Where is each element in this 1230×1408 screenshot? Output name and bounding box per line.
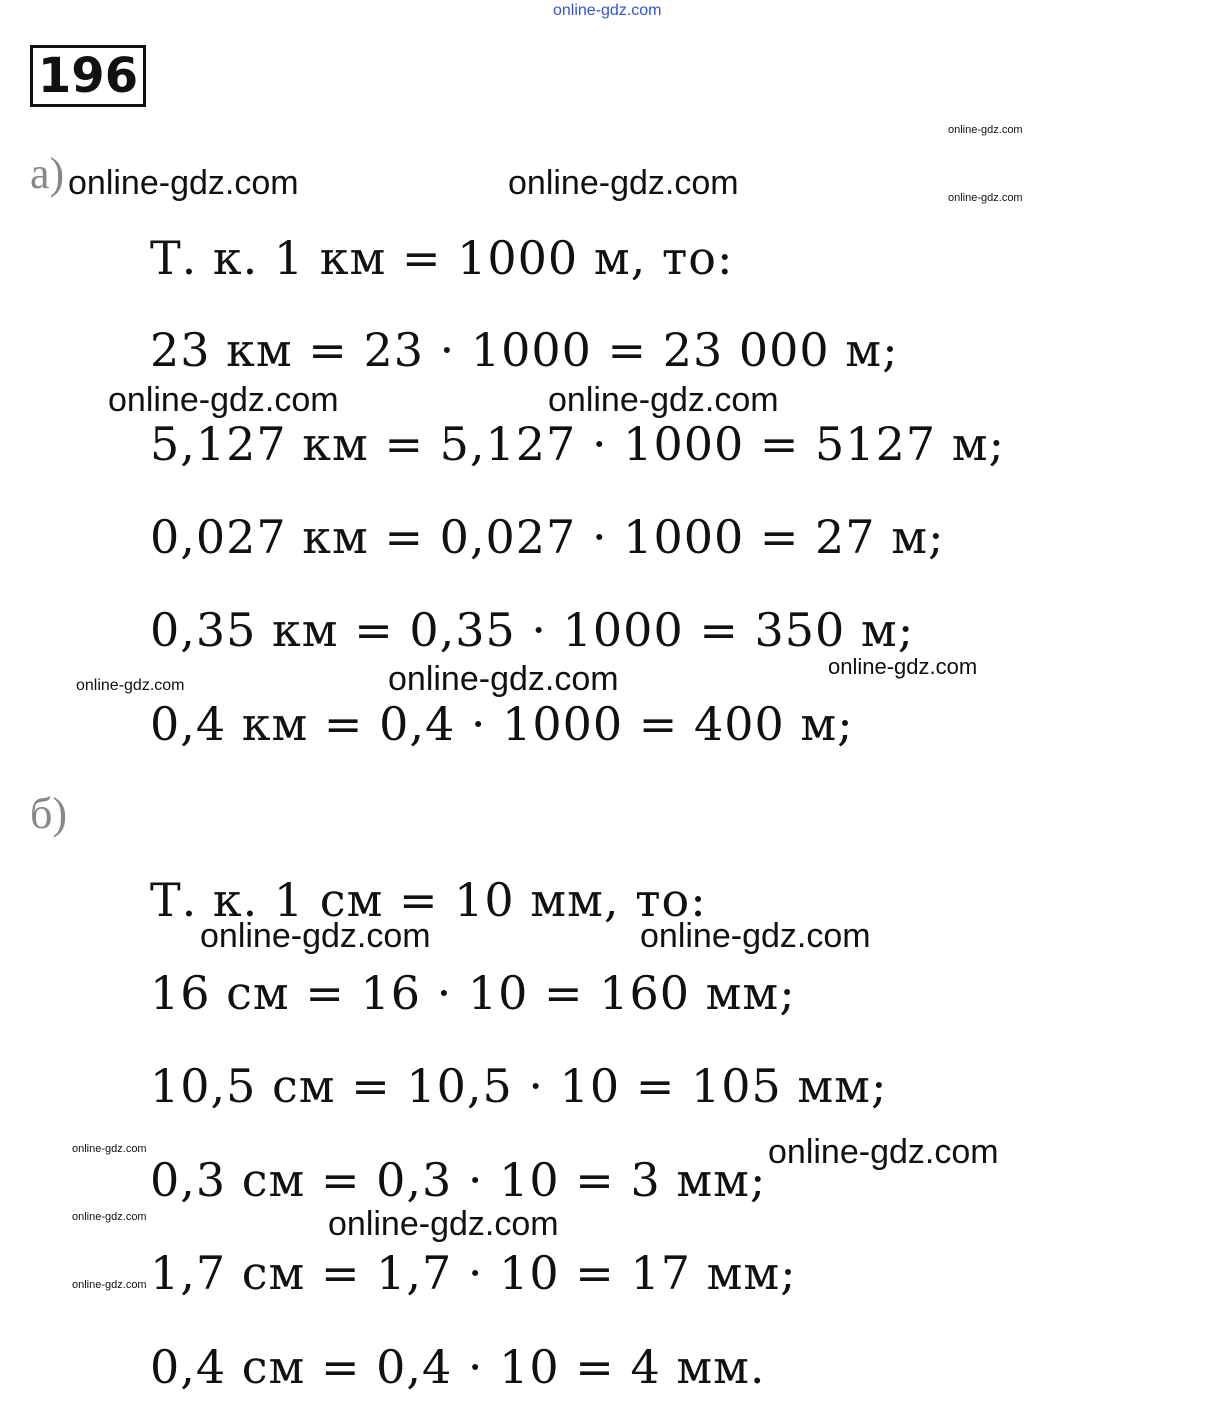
watermark: online-gdz.com [68,164,299,202]
watermark: online-gdz.com [108,381,339,419]
watermark: online-gdz.com [508,164,739,202]
part-b-label: б) [30,789,68,838]
watermark: online-gdz.com [553,2,662,19]
part-a-line: 23 км = 23 · 1000 = 23 000 м; [150,323,899,377]
part-a-intro: Т. к. 1 км = 1000 м, то: [150,231,734,285]
part-a-line: 0,027 км = 0,027 · 1000 = 27 м; [150,510,945,564]
part-b-line: 1,7 см = 1,7 · 10 = 17 мм; [150,1246,797,1300]
part-a-line: 0,4 км = 0,4 · 1000 = 400 м; [150,697,854,751]
watermark: online-gdz.com [388,660,619,698]
watermark: online-gdz.com [72,1211,147,1223]
part-a-line: 5,127 км = 5,127 · 1000 = 5127 м; [150,417,1006,471]
watermark: online-gdz.com [76,677,185,694]
watermark: online-gdz.com [948,124,1023,136]
watermark: online-gdz.com [948,192,1023,204]
part-b-line: 0,4 см = 0,4 · 10 = 4 мм. [150,1340,766,1394]
part-a-label: а) [30,149,65,198]
watermark: online-gdz.com [828,654,978,679]
part-b-line: 0,3 см = 0,3 · 10 = 3 мм; [150,1153,767,1207]
watermark: online-gdz.com [200,917,431,955]
watermark: online-gdz.com [640,917,871,955]
watermark: online-gdz.com [72,1279,147,1291]
problem-number: 196 [30,45,146,107]
part-b-intro: Т. к. 1 см = 10 мм, то: [150,873,707,927]
watermark: online-gdz.com [72,1143,147,1155]
watermark: online-gdz.com [328,1205,559,1243]
part-b-line: 16 см = 16 · 10 = 160 мм; [150,966,796,1020]
part-a-line: 0,35 км = 0,35 · 1000 = 350 м; [150,603,915,657]
part-b-line: 10,5 см = 10,5 · 10 = 105 мм; [150,1059,888,1113]
watermark: online-gdz.com [548,381,779,419]
watermark: online-gdz.com [768,1133,999,1171]
